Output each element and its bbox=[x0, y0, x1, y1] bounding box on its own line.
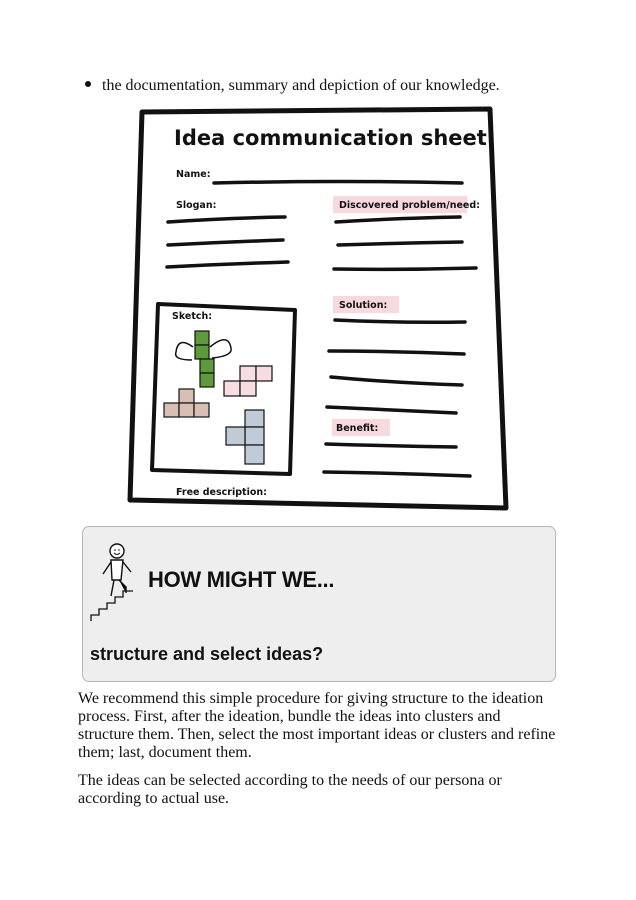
how-might-we-title: HOW MIGHT WE... bbox=[148, 567, 335, 592]
procedure-paragraph: We recommend this simple procedure for giving structure to the ideation process. First, after the ideation, bundle the ideas into clusters and structure them. Then, select the most important ideas or clusters and refine them; last, document them. bbox=[78, 690, 556, 761]
sheet-slogan-label: Slogan: bbox=[176, 200, 217, 211]
stick-figure-on-stairs-icon bbox=[89, 541, 139, 623]
sheet-free-description-label: Free description: bbox=[176, 487, 267, 498]
idea-communication-sheet-illustration bbox=[120, 104, 520, 518]
sheet-problem-label: Discovered problem/need: bbox=[339, 200, 480, 211]
how-might-we-question: structure and select ideas? bbox=[90, 644, 324, 664]
sheet-benefit-label: Benefit: bbox=[336, 423, 379, 434]
sheet-name-label: Name: bbox=[176, 169, 211, 180]
sheet-title: Idea communication sheet bbox=[174, 126, 487, 150]
bullet-dot bbox=[85, 81, 91, 87]
how-might-we-box bbox=[82, 526, 556, 682]
bullet-text: the documentation, summary and depiction of our knowledge. bbox=[102, 77, 500, 94]
sheet-solution-label: Solution: bbox=[339, 300, 388, 311]
selection-paragraph: The ideas can be selected according to the needs of our persona or according to actual use. bbox=[78, 772, 502, 807]
bullet-item bbox=[85, 76, 500, 96]
sheet-sketch-label: Sketch: bbox=[172, 311, 213, 322]
